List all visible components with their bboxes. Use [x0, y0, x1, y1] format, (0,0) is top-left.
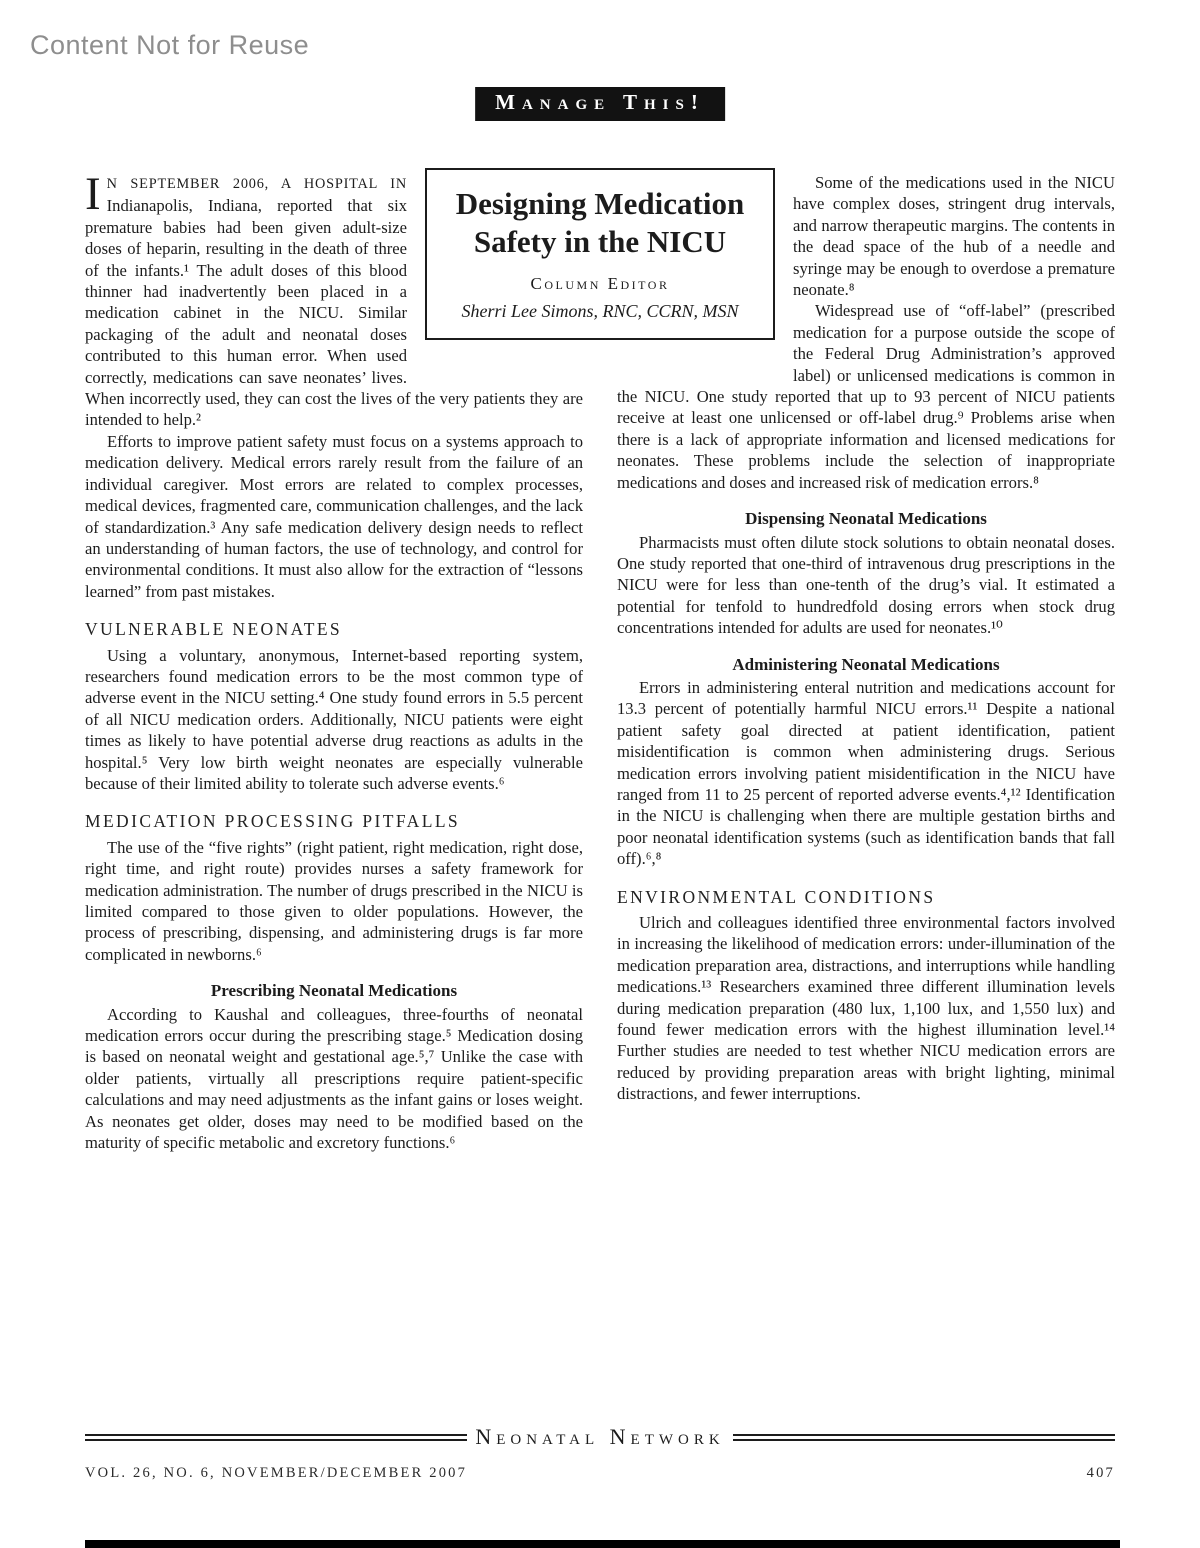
column-editor-label: Column Editor: [530, 273, 670, 293]
section-heading-medication-processing-pitfalls: MEDICATION PROCESSING PITFALLS: [85, 811, 461, 832]
subheading-prescribing: Prescribing Neonatal Medications: [210, 981, 458, 1001]
journal-name-rule: [85, 1424, 1115, 1450]
paragraph: Using a voluntary, anonymous, Internet-based reporting system, researchers found medication errors to be the most common type of adverse event in the NICU setting.⁴ One study found errors in 5.5 percent of all NICU medication orders. Additionally, NICU patients were eight times as likely to have potential adverse drug reactions as adults in the hospital.⁵ Very low birth weight neonates are especially vulnerable because of their limited ability to tolerate such adverse events.⁶: [85, 645, 583, 793]
page-footer: [85, 1424, 1115, 1482]
paragraph: Ulrich and colleagues identified three environmental factors involved in increasing the likelihood of medication errors: under-illumination of the medication preparation area, distractions, and interruptions while handling medications.¹³ Researchers examined three different illumination levels during medication preparation (480 lux, 1,100 lux, and 1,550 lux) and found fewer medication errors with the highest illumination level.¹⁴ Further studies are needed to test whether NICU medication errors are reduced by providing preparation areas with bright lighting, minimal distractions, and fewer interruptions.: [617, 913, 1115, 1104]
section-heading-environmental-conditions: ENVIRONMENTAL CONDITIONS: [617, 886, 936, 907]
content-not-for-reuse-watermark: Content Not for Reuse: [30, 30, 310, 60]
column-editor-name: Sherri Lee Simons, RNC, CCRN, MSN: [461, 300, 739, 321]
paragraph: Errors in administering enteral nutrition and medications account for 13.3 percent of potentially harmful NICU errors.¹¹ Despite a national patient safety goal directed at patient identification, patient misidentification is common when administering drugs. Serious medication errors involving patient misidentification in the NICU have ranged from 11 to 25 percent of reported adverse events.⁴,¹² Identification in the NICU is challenging when there are multiple gestation births and poor neonatal identification systems (such as identification bands that fall off).⁶,⁸: [617, 677, 1115, 869]
subheading-administering: Administering Neonatal Medications: [732, 654, 1000, 674]
issue-info: VOL. 26, NO. 6, NOVEMBER/DECEMBER 2007: [85, 1465, 468, 1481]
drop-cap: I: [85, 168, 101, 220]
paragraph: Some of the medications used in the NICU have complex doses, stringent drug intervals, and narrow therapeutic margins. The contents in the dead space of the hub of a needle and syringe may be enough to overdose a premature neonate.⁸: [793, 173, 1115, 300]
column-banner: Manage This!: [475, 87, 725, 121]
intro-lead-caps: N SEPTEMBER 2006, A HOSPITAL IN: [106, 176, 407, 192]
paragraph: Widespread use of “off-label” (prescribed medication for a purpose outside the scope of the Federal Drug Administration’s approved label) or unlicensed medications is common in the NICU. One study reported that up to 93 percent of NICU patients receive at least one unlicensed or off-label drug.⁹ Problems arise when there is a lack of appropriate information and licensed medications for neonates. These problems include the selection of inappropriate medications and doses and increased risk of medication errors.⁸: [617, 301, 1115, 492]
intro-body-text: Indianapolis, Indiana, reported that six premature babies had been given adult-size doses of heparin, resulting in the death of three of the infants.¹ The adult doses of this blood thinner had inadvertently been placed in a medication cabinet in the NICU. Similar packaging of the adult and neonatal doses contributed to this human error. When used correctly, medications can save neonates’ lives. When incorrectly used, they can cost the lives of the very patients they are intended to help.²: [85, 196, 583, 430]
article-title-line2: Safety in the NICU: [473, 223, 727, 259]
article-title-box: [425, 168, 775, 340]
paragraph: Efforts to improve patient safety must focus on a systems approach to medication delivery. Medical errors rarely result from the failure of an individual caregiver. Most errors are related to complex processes, medical devices, fragmented care, communication challenges, and the lack of standardization.³ Any safe medication delivery design needs to reflect an understanding of human factors, the use of technology, and control for environmental conditions. It must also allow for the extraction of “lessons learned” from past mistakes.: [85, 431, 583, 601]
section-heading-vulnerable-neonates: VULNERABLE NEONATES: [85, 619, 343, 640]
article-title-line1: Designing Medication: [455, 186, 745, 221]
bottom-scan-bar: [85, 1540, 1120, 1548]
paragraph: The use of the “five rights” (right patient, right medication, right dose, right time, and right route) provides nurses a safety framework for medication administration. The number of drugs prescribed in the NICU is limited compared to those given to older populations. However, the process of prescribing, dispensing, and administering drugs is far more complicated in newborns.⁶: [85, 837, 583, 964]
double-rule-left: [85, 1434, 467, 1441]
page-number: 407: [1086, 1465, 1115, 1481]
journal-name: Neonatal Network: [475, 1424, 725, 1449]
double-rule-right: [733, 1434, 1115, 1441]
paragraph: Pharmacists must often dilute stock solutions to obtain neonatal doses. One study reported that one-third of intravenous drug prescriptions in the NICU were for less than one-tenth of the drug’s vial. It estimated a potential for tenfold to hundredfold dosing errors when stock drug concentrations intended for adults are used for neonates.¹⁰: [617, 532, 1115, 638]
paragraph: According to Kaushal and colleagues, three-fourths of neonatal medication errors occur during the prescribing stage.⁵ Medication dosing is based on neonatal weight and gestational age.⁵,⁷ Unlike the case with older patients, virtually all prescriptions require patient-specific calculations and may need adjustments as the infant gains or loses weight. As neonates get older, doses may need to be modified based on the maturity of specific metabolic and excretory functions.⁶: [85, 1004, 583, 1153]
subheading-dispensing: Dispensing Neonatal Medications: [745, 509, 987, 529]
issue-row: [85, 1465, 1115, 1482]
